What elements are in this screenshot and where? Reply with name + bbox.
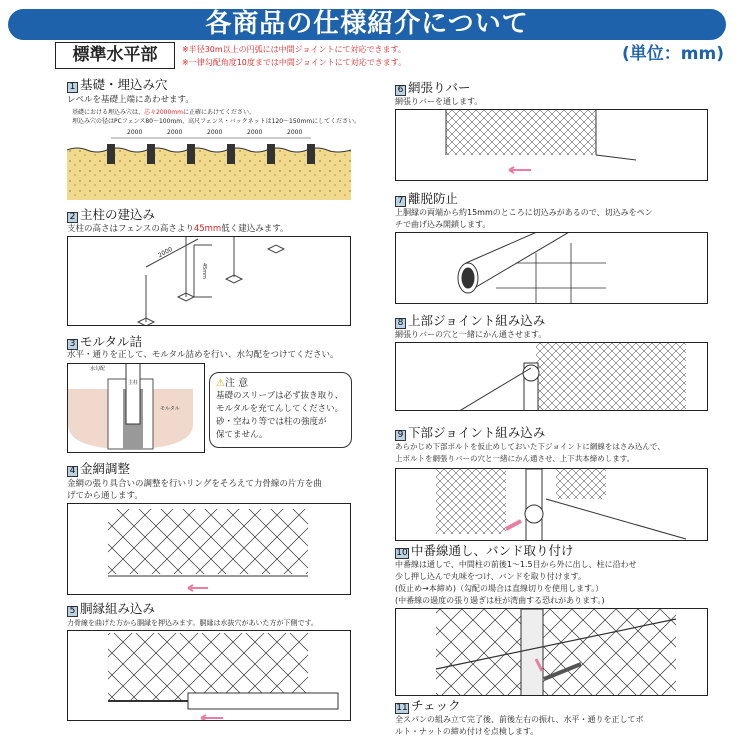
step-11-heading xyxy=(395,699,461,713)
step-2-heading xyxy=(67,208,155,222)
step-title: 中番線通し、バンド取り付け xyxy=(411,543,574,558)
step-title: 主柱の建込み xyxy=(80,207,156,222)
step-title: 下部ジョイント組み込み xyxy=(408,425,546,440)
dim-label: 2000 xyxy=(157,245,174,260)
mesh-adjust-diagram xyxy=(67,503,351,595)
upper-joint-diagram xyxy=(395,342,708,411)
step-title: 離脱防止 xyxy=(408,191,459,206)
caution-title: 注 意 xyxy=(224,378,249,389)
step-4-desc xyxy=(67,478,322,502)
caution-box xyxy=(209,372,352,448)
label-slope: 水勾配 xyxy=(90,366,106,372)
dim-label: 2000 xyxy=(287,129,303,136)
step-1-desc: レベルを基礎上端にあわせます。 xyxy=(67,95,194,105)
step-title: 基礎・埋込み穴 xyxy=(80,77,168,92)
step-title: 金網調整 xyxy=(80,461,131,476)
step-6-desc: 網張りバーを通します。 xyxy=(395,97,483,106)
desc-line: 上ボルトを網張りバーの穴と一緒にかん通させ、上下共本締めします。 xyxy=(395,454,635,463)
section-label: 標準水平部 xyxy=(55,42,175,69)
band-diagram xyxy=(395,608,708,696)
post-setting-diagram xyxy=(67,236,351,326)
step-title: チェック xyxy=(411,698,461,713)
step-3-desc: 水平・通りを正して、モルタル詰めを行い、水勾配をつけてください。 xyxy=(67,350,339,360)
step-7-heading xyxy=(395,192,458,206)
desc-line: げてから通します。 xyxy=(67,491,143,501)
step-number: 5 xyxy=(67,606,78,617)
label-mortar: モルタル xyxy=(160,406,180,412)
step-9-heading xyxy=(395,426,545,440)
dim-label: 2000 xyxy=(167,129,183,136)
note-text: に正確にあけてください。 xyxy=(182,109,255,116)
step-8-heading xyxy=(395,314,545,328)
step-number: 10 xyxy=(396,548,408,558)
dim-label: 2000 xyxy=(207,129,223,136)
step-number: 8 xyxy=(395,318,406,329)
step-number: 3 xyxy=(67,339,78,350)
step-title: 胴縁組み込み xyxy=(80,601,156,616)
desc-text: 支柱の高さはフェンスの高さより xyxy=(67,224,194,234)
step-10-desc xyxy=(395,559,637,607)
dim-label: 45mm xyxy=(201,262,208,280)
detach-prevent-diagram xyxy=(395,232,708,304)
note-text: 埋込み穴の径はPCフェンス80～100mm、高尺フェンス・バックネットは120～150mmにしてください。 xyxy=(72,118,361,125)
dim-label: 2000 xyxy=(127,129,143,136)
desc-text: 低く建込みます。 xyxy=(221,224,289,234)
warning-icon: ⚠ xyxy=(216,378,225,389)
step-10-heading xyxy=(395,544,574,558)
step-8-desc: 網張りバーの穴と一緒にかん通させます。 xyxy=(395,330,547,339)
foundation-diagram xyxy=(67,128,351,200)
caution-line: 基礎のスリーブは必ず抜き取り、 xyxy=(216,391,344,401)
desc-line: 中番線は通しで、中間柱の前後1～1.5目から外に出し、柱に沿わせ xyxy=(395,560,637,569)
step-title: 網張りバー xyxy=(408,80,471,95)
rail-diagram xyxy=(67,630,351,721)
step-number: 4 xyxy=(67,466,78,477)
step-9-desc xyxy=(395,441,665,465)
step-title: 上部ジョイント組み込み xyxy=(408,313,546,328)
desc-red: 45mm xyxy=(193,224,222,234)
step-1-notes xyxy=(72,108,360,126)
step-number: 2 xyxy=(67,212,78,223)
lower-joint-diagram xyxy=(395,468,708,541)
desc-line: チで曲げ込み開鎖します。 xyxy=(395,220,491,229)
step-number: 7 xyxy=(395,196,406,207)
desc-line: 全スパンの組み立て完了後、前後左右の振れ、水平・通りを正してボ xyxy=(395,715,644,724)
step-number: 1 xyxy=(67,82,78,93)
desc-line: 上胴縁の両端から約15mmのところに切込みがあるので、切込みをペン xyxy=(395,208,653,217)
desc-line: (中番線の過度の張り過ぎは柱が湾曲する恐れがあります。) xyxy=(395,596,605,605)
note-red: 芯々2000mm xyxy=(144,109,183,116)
tension-bar-diagram xyxy=(395,109,708,181)
desc-line: 少し押し込んで丸味をつけ、バンドを取り付けます。 xyxy=(395,572,587,581)
dim-label: 2000 xyxy=(247,129,263,136)
step-number: 9 xyxy=(395,430,406,441)
caution-line: モルタルを充てんしてください。 xyxy=(216,404,344,414)
step-6-heading xyxy=(395,81,471,95)
step-4-heading xyxy=(67,462,130,476)
label-post: 主柱 xyxy=(128,380,139,386)
step-number: 6 xyxy=(395,85,406,96)
step-3-heading xyxy=(67,335,142,349)
step-1-heading xyxy=(67,78,168,92)
desc-line: (仮止め→本締め)（勾配の場合は直線切りを使用します。） xyxy=(395,584,604,593)
caution-heading xyxy=(216,377,345,390)
step-5-heading xyxy=(67,602,155,616)
caution-line: 保てません。 xyxy=(216,430,268,440)
page-title: 各商品の仕様紹介について xyxy=(8,9,726,40)
step-11-desc xyxy=(395,714,643,738)
note-slope: ※一律勾配角度10度までは中間ジョイントにて対応できます。 xyxy=(182,58,407,67)
step-number: 11 xyxy=(396,703,408,713)
desc-line: ルト・ナットの締め付けを点検します。 xyxy=(395,727,539,736)
unit-label: (単位：mm) xyxy=(622,44,724,64)
step-5-desc: 力骨線を曲げた方から胴縁を押込みます。胴縁は水抜穴があいた方が下側です。 xyxy=(67,619,318,627)
mortar-diagram xyxy=(67,363,205,453)
step-title: モルタル詰 xyxy=(80,334,143,349)
note-text: 基礎における埋込み穴は、 xyxy=(72,109,145,116)
desc-line: 金網の張り具合いの調整を行いリングをそろえて力骨線の片方を曲 xyxy=(67,479,322,489)
step-2-desc xyxy=(67,223,289,235)
step-7-desc xyxy=(395,207,653,231)
note-radius: ※半径30m以上の円弧には中間ジョイントにて対応できます。 xyxy=(182,45,406,54)
desc-line: あらかじめ下部ボルトを仮止めしておいた下ジョイントに網線をはさみ込んで、 xyxy=(395,442,665,451)
caution-line: 砂・空ねり等では柱の強度が xyxy=(216,417,327,427)
